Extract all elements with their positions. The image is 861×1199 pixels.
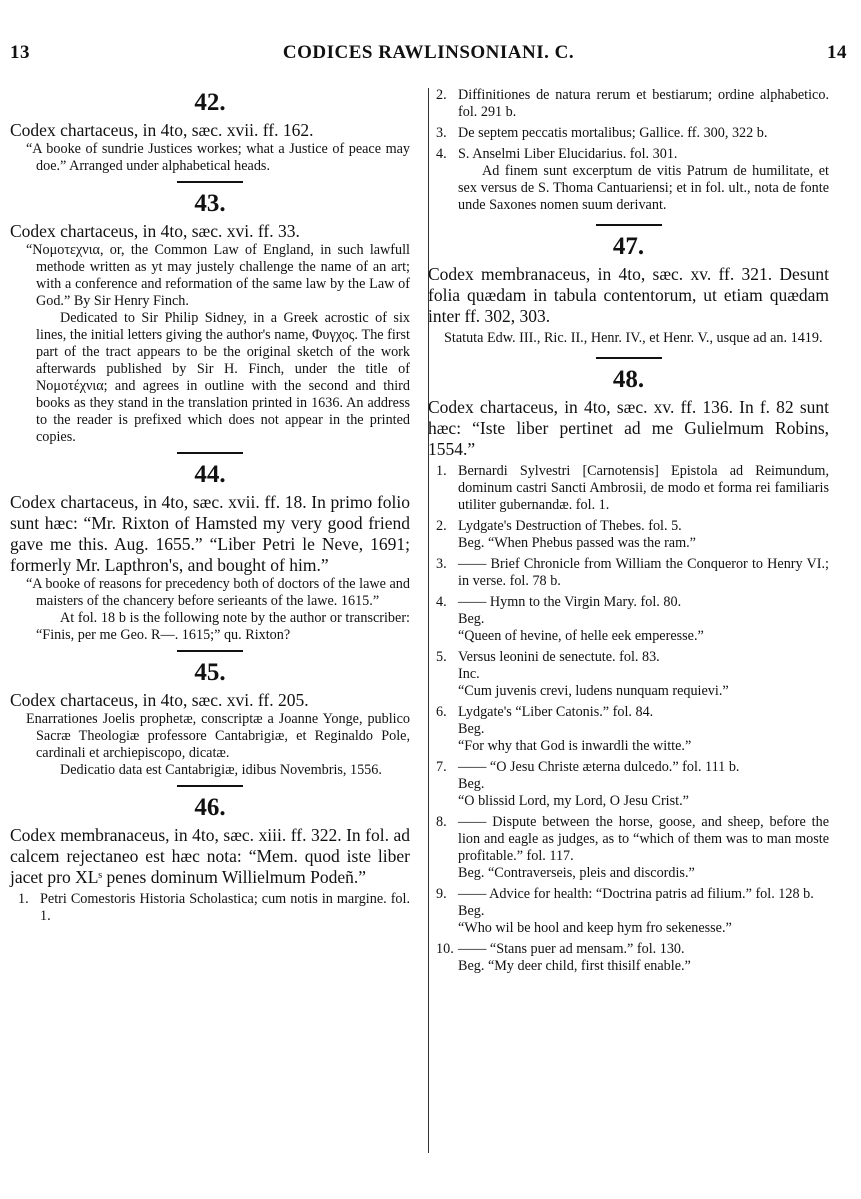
item-text: Bernardi Sylvestri [Carnotensis] Epistola ad Reimundum, dominum castri Sancti Ambrosii, de modo et forma rei familiaris utiliter gubernandæ. fol. 1. (458, 463, 829, 513)
left-column (10, 84, 410, 929)
item-number: 9. (436, 886, 447, 902)
list-item (428, 146, 829, 214)
entry-43 (10, 189, 410, 446)
editor-note: At fol. 18 b is the following note by the author or transcriber: “Finis, per me Geo. R—. 1615;” qu. Rixton? (36, 610, 410, 643)
section-rule (177, 452, 243, 454)
codex-description: Codex membranaceus, in 4to, sæc. xiii. ff. 322. In fol. ad calcem rejectaneo est hæc nota: “Mem. quod iste liber jacet pro XLˢ penes dominum Willielmum Podeñ.” (10, 825, 410, 887)
entry-46-continued (428, 87, 829, 214)
entry-number: 45. (194, 659, 226, 686)
incipit-quote: “For why that God is inwardli the witte.” (458, 738, 692, 754)
item-text: —— Advice for health: “Doctrina patris ad filium.” fol. 128 b. (458, 886, 814, 902)
entry-number: 47. (612, 233, 645, 260)
incipit: Beg. “My deer child, first thisilf enable.” (458, 958, 691, 974)
section-rule (177, 650, 243, 652)
list-item (428, 759, 829, 810)
list-item (428, 594, 829, 645)
list-item (428, 463, 829, 514)
codex-description: Codex chartaceus, in 4to, sæc. xvi. ff. 33. (10, 221, 300, 241)
section-rule (596, 224, 662, 226)
section-rule (177, 181, 243, 183)
item-number: 6. (436, 704, 447, 720)
incipit: Beg. “When Phebus passed was the ram.” (458, 535, 696, 551)
list-item (428, 649, 829, 700)
item-number: 2. (436, 87, 447, 103)
content-description: “A booke of reasons for precedency both of doctors of the lawe and maisters of the chancery before serieants of the lawe. 1615.” (26, 576, 410, 609)
incipit-label: Beg. (458, 721, 485, 737)
incipit-label: Beg. (458, 903, 485, 919)
list-item (428, 886, 829, 937)
incipit-label: Inc. (458, 666, 480, 682)
page-number-right: 14 (827, 42, 847, 63)
entry-number: 48. (612, 366, 645, 393)
running-title: CODICES RAWLINSONIANI. C. (282, 42, 575, 63)
incipit-quote: “Cum juvenis crevi, ludens nunquam requievi.” (458, 683, 729, 699)
editor-note: Dedicatio data est Cantabrigiæ, idibus Novembris, 1556. (60, 762, 382, 778)
list-item (428, 518, 829, 552)
entry-46 (10, 793, 410, 925)
incipit-label: Beg. (458, 611, 485, 627)
content-description: Enarrationes Joelis prophetæ, conscriptæ a Joanne Yonge, publico Sacræ Theologiæ professore Cantabrigiæ, et Reginaldo Pole, cardinali et archiepiscopo, dicatæ. (26, 711, 410, 761)
codex-description: Codex chartaceus, in 4to, sæc. xvi. ff. 205. (10, 690, 309, 710)
content-description: “A booke of sundrie Justices workes; what a Justice of peace may doe.” Arranged under alphabetical heads. (26, 141, 410, 174)
entry-number: 46. (194, 794, 226, 821)
item-text: Lydgate's “Liber Catonis.” fol. 84. (458, 704, 654, 720)
incipit-quote: “Who wil be hool and keep hym fro sekenesse.” (458, 920, 732, 936)
running-head (10, 42, 847, 68)
list-item (10, 891, 410, 925)
item-number: 3. (436, 556, 447, 572)
item-number: 1. (436, 463, 447, 479)
codex-description: Codex chartaceus, in 4to, sæc. xvii. ff. 18. In primo folio sunt hæc: “Mr. Rixton of Hamsted my very good friend gave me this. Aug. 1655.” “Liber Petri le Neve, 1691; formerly Mr. Lapthron's, and bought of him.” (10, 492, 410, 575)
item-number: 3. (436, 125, 447, 141)
entry-number: 44. (194, 461, 226, 488)
list-item (428, 704, 829, 755)
entry-44 (10, 460, 410, 644)
incipit-quote: “O blissid Lord, my Lord, O Jesu Crist.” (458, 793, 689, 809)
item-text: S. Anselmi Liber Elucidarius. fol. 301. (458, 146, 678, 162)
section-rule (177, 785, 243, 787)
item-number: 5. (436, 649, 447, 665)
content-description: “Νομοτεχνια, or, the Common Law of England, in such lawfull methode written as yt may justely challenge the name of an art; with a conference and reformation of the same law by the Law of God.” By Sir Henry Finch. (26, 242, 410, 309)
codex-description: Codex chartaceus, in 4to, sæc. xv. ff. 136. In f. 82 sunt hæc: “Iste liber pertinet ad me Gulielmum Robins, 1554.” (428, 397, 829, 459)
item-number: 4. (436, 146, 447, 162)
list-item (428, 941, 829, 975)
entry-number: 43. (194, 190, 226, 217)
codex-description: Codex membranaceus, in 4to, sæc. xv. ff. 321. Desunt folia quædam in tabula contentorum, ut etiam quædam inter ff. 302, 303. (428, 264, 829, 326)
incipit-quote: “Queen of hevine, of helle eek emperesse.” (458, 628, 704, 644)
item-text: Diffinitiones de natura rerum et bestiarum; ordine alphabetico. fol. 291 b. (458, 87, 829, 120)
item-text: —— Hymn to the Virgin Mary. fol. 80. (458, 594, 682, 610)
item-number: 10. (436, 941, 454, 957)
item-text: Versus leonini de senectute. fol. 83. (458, 649, 660, 665)
entry-42 (10, 88, 410, 175)
entry-47 (428, 232, 829, 347)
list-item (428, 125, 829, 142)
item-number: 1. (18, 891, 29, 907)
right-column (428, 84, 829, 979)
entry-number: 42. (194, 89, 226, 116)
item-text: —— “O Jesu Christe æterna dulcedo.” fol. 111 b. (458, 759, 740, 775)
list-item (428, 814, 829, 882)
entry-48 (428, 365, 829, 975)
item-number: 4. (436, 594, 447, 610)
list-item (428, 87, 829, 121)
section-rule (596, 357, 662, 359)
item-number: 7. (436, 759, 447, 775)
item-text: —— “Stans puer ad mensam.” fol. 130. (458, 941, 685, 957)
item-text: De septem peccatis mortalibus; Gallice. ff. 300, 322 b. (458, 125, 768, 141)
item-text: Lydgate's Destruction of Thebes. fol. 5. (458, 518, 682, 534)
item-number: 8. (436, 814, 447, 830)
content-description: Statuta Edw. III., Ric. II., Henr. IV., et Henr. V., usque ad an. 1419. (444, 330, 823, 346)
editor-note: Dedicated to Sir Philip Sidney, in a Greek acrostic of six lines, the initial letters giving the author's name, Φυγχος. The first part of the tract appears to be the original sketch of the work afterwards published by Sir H. Finch, under the title of Νομοτέχνια; and agrees in outline with the second and third books as they stand in the translation printed in 1636. An address to the reader is prefixed which does not appear in the printed copies. (36, 310, 410, 445)
codex-description: Codex chartaceus, in 4to, sæc. xvii. ff. 162. (10, 120, 314, 140)
page-number-left: 13 (10, 42, 30, 63)
item-note: Ad finem sunt excerptum de vitis Patrum de humilitate, et sex versus de S. Thoma Cantuariensi; et in fol. ult., nota de fonte unde Saxones nomen suum derivant. (458, 163, 829, 213)
item-text: —— Dispute between the horse, goose, and sheep, before the lion and eagle as judges, as to “which of them was to man moste profitable.” fol. 117. (458, 814, 829, 864)
incipit-label: Beg. (458, 776, 485, 792)
item-text: Petri Comestoris Historia Scholastica; cum notis in margine. fol. 1. (40, 891, 410, 924)
entry-45 (10, 658, 410, 779)
list-item (428, 556, 829, 590)
incipit: Beg. “Contraverseis, pleis and discordis.” (458, 865, 695, 881)
item-text: —— Brief Chronicle from William the Conqueror to Henry VI.; in verse. fol. 78 b. (458, 556, 829, 589)
item-number: 2. (436, 518, 447, 534)
